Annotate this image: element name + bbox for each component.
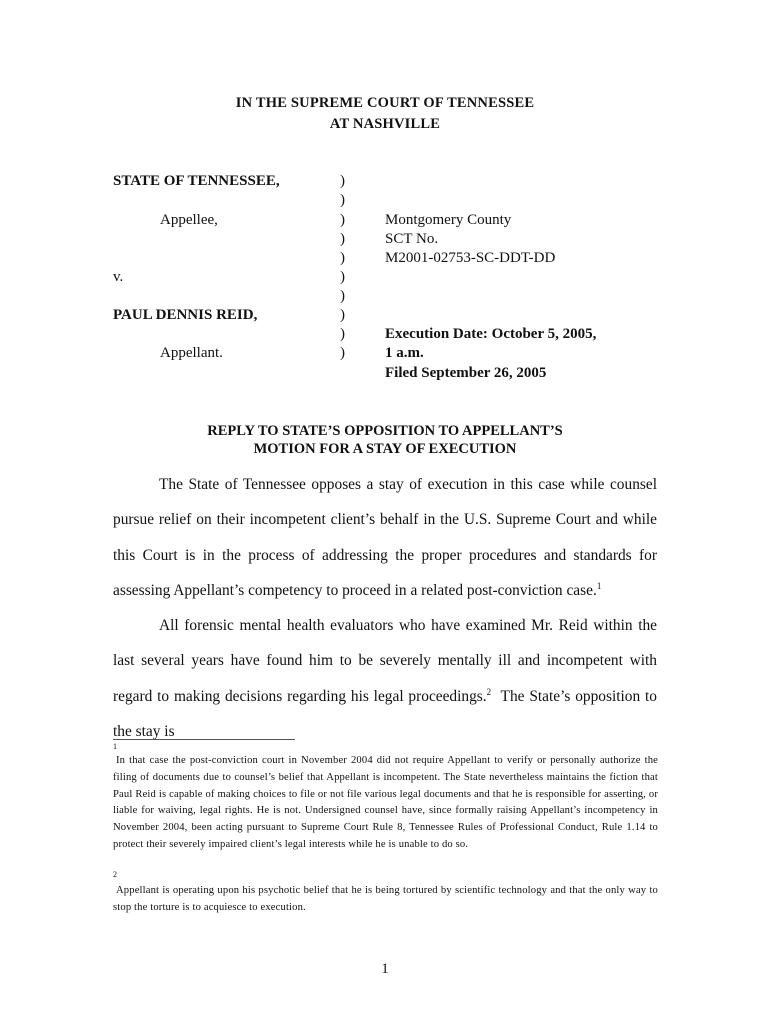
paragraph-text-continued: The State’s opposition to the stay is [113,687,657,741]
caption-paren: ) [340,269,345,285]
page-number: 1 [381,961,389,977]
document-title-line2: MOTION FOR A STAY OF EXECUTION [253,441,517,457]
plaintiff-name: STATE OF TENNESSEE, [113,173,280,189]
defendant-name: PAUL DENNIS REID, [113,307,258,323]
caption-paren: ) [340,307,345,323]
versus-label: v. [113,269,124,285]
court-heading-line2: AT NASHVILLE [329,116,441,132]
defendant-role: Appellant. [160,345,223,361]
paragraph-text: The State of Tennessee opposes a stay of execution in this case while counsel pursue relief on their incompetent client’s behalf in the U.S. Supreme Court and while this Court is in the process of addressing the proper procedures and standards for assessing Appellant’s competency to proceed in a related post-conviction case. [113,476,657,599]
body-paragraph-1 [113,467,657,608]
caption-paren: ) [340,192,345,208]
caption-paren: ) [340,173,345,189]
caption-paren: ) [340,345,345,361]
execution-date: Execution Date: October 5, 2005, [385,326,597,342]
document-title-line1: REPLY TO STATE’S OPPOSITION TO APPELLANT’S [207,423,563,439]
paragraph-text: All forensic mental health evaluators who have examined Mr. Reid within the last several years have found him to be severely mentally ill and incompetent with regard to making decisions regarding his legal proceedings. [113,617,657,705]
court-heading-line1: IN THE SUPREME COURT OF TENNESSEE [235,95,535,111]
footnote-1-text: In that case the post-conviction court in November 2004 did not require Appellant to verify or personally authorize the filing of documents due to counsel’s belief that Appellant is incompetent. The State nevertheless maintains the fiction that Paul Reid is capable of making choices to file or not file various legal documents and that he is responsible for asserting, or liable for waiving, legal rights. He is not. Undersigned counsel have, since formally raising Appellant’s incompetency in November 2004, been acting pursuant to Supreme Court Rule 8, Tennessee Rules of Professional Conduct, Rule 1.14 to protect their severely impaired client’s legal interests while he is unable to do so. [113,755,658,850]
caption-paren: ) [340,231,345,247]
footnote-2-mark: 2 [113,870,117,879]
case-number: M2001-02753-SC-DDT-DD [385,250,556,266]
sct-no-label: SCT No. [385,231,439,247]
footnote-2-text: Appellant is operating upon his psychotic belief that he is being tortured by scientific technology and that the only way to stop the torture is to acquiesce to execution. [113,885,658,913]
filed-date: Filed September 26, 2005 [385,365,547,381]
caption-paren: ) [340,250,345,266]
plaintiff-role: Appellee, [160,212,218,228]
caption-paren: ) [340,326,345,342]
footnote-separator [113,739,295,740]
footnote-1-mark: 1 [113,742,117,751]
caption-paren: ) [340,288,345,304]
footnote-ref-1: 1 [596,580,602,591]
execution-time: 1 a.m. [385,345,424,361]
body-paragraph-2 [113,608,657,749]
body-text [113,467,657,749]
footnote-ref-2: 2 [486,686,492,697]
caption-paren: ) [340,212,345,228]
county-label: Montgomery County [385,212,512,228]
